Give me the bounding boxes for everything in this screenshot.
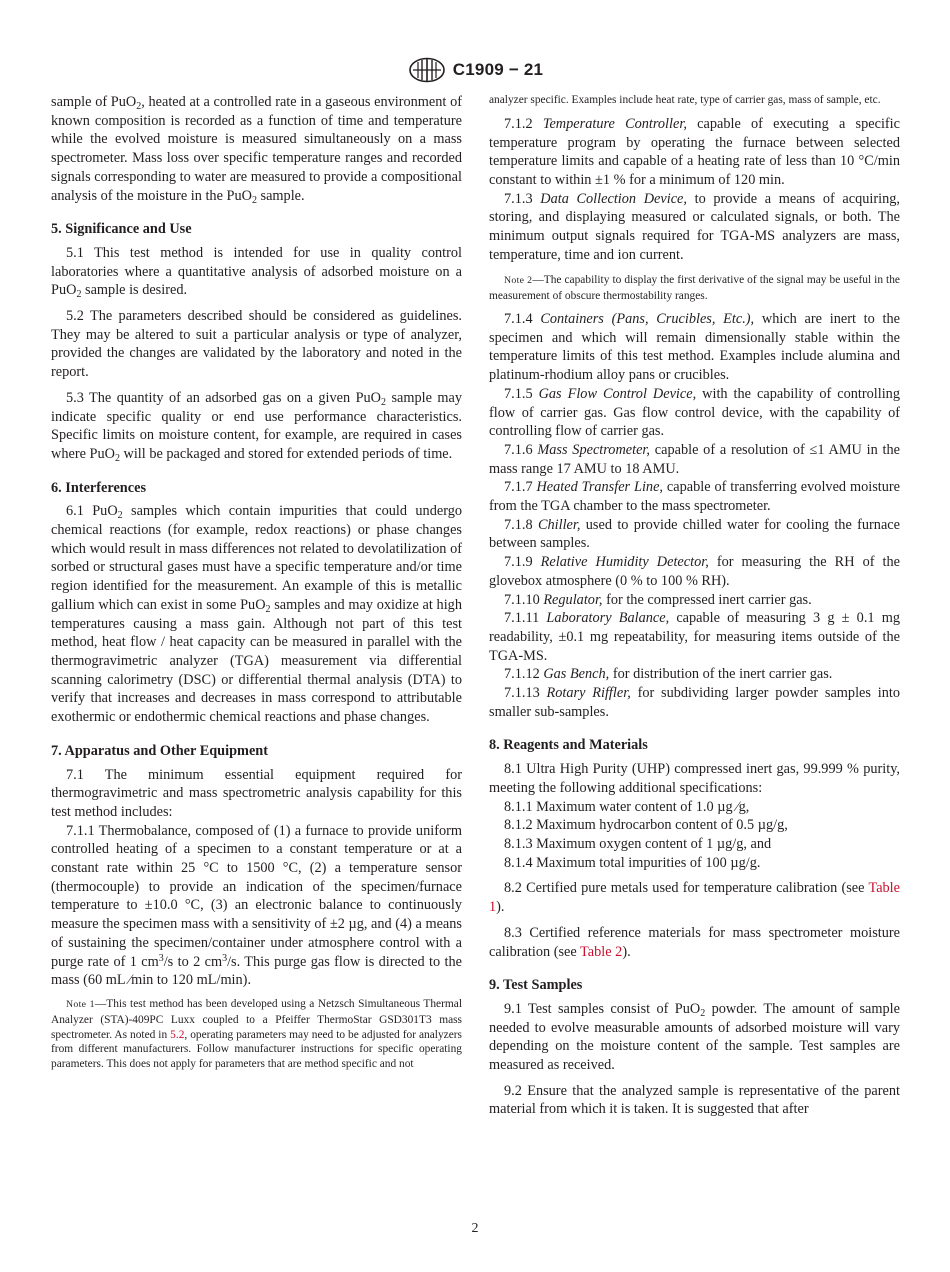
paragraph-7-1-11: 7.1.11 Laboratory Balance, capable of measuring 3 g ± 0.1 mg readability, ±0.1 mg repeatability, for measuring items outside of the TGA-MS.: [489, 610, 900, 664]
section-7-heading: 7. Apparatus and Other Equipment: [51, 742, 269, 759]
paragraph-8-2: 8.2 Certified pure metals used for temperature calibration (see Table 1).: [489, 880, 900, 916]
paragraph-8-1-2: 8.1.2 Maximum hydrocarbon content of 0.5 µg/g,: [504, 817, 788, 834]
paragraph-8-1-3: 8.1.3 Maximum oxygen content of 1 µg/g, and: [504, 836, 772, 852]
paragraph-8-1: 8.1 Ultra High Purity (UHP) compressed inert gas, 99.999 % purity, meeting the following additional specifications:: [489, 761, 900, 796]
paragraph-7-1-4: 7.1.4 Containers (Pans, Crucibles, Etc.), which are inert to the specimen and which will remain dimensionally stable within the temperature limits of this test method. Examples include alumina and platinum-rhodium alloy pans or crucibles.: [489, 311, 900, 384]
table-1-link[interactable]: Table 1: [489, 880, 900, 916]
page-number: 2: [471, 1221, 479, 1236]
paragraph-8-1-4: 8.1.4 Maximum total impurities of 100 µg/g.: [504, 854, 761, 871]
paragraph-7-1-13: 7.1.13 Rotary Riffler, for subdividing larger powder samples into smaller sub-samples.: [489, 685, 900, 720]
section-5-heading: 5. Significance and Use: [51, 221, 192, 238]
left-column: [51, 93, 462, 1072]
paragraph-6-1: 6.1 PuO$_2$ samples which contain impurities that could undergo chemical reactions (for example, redox reactions) or phase changes which would result in mass differences not related to devolatilization of sorbed or structural gases must have a specific temperature and/or time region identified for the measurement. An example of this is metallic gallium which can exist in some PuO$_2$ samples and may oxidize at high temperatures causing a mass gain. Although not part of this test method, heat flow / heat capacity can be measured in parallel with the thermogravimetric analyzer (TGA) measurement via differential scanning calorimetry (DSC) or differential thermal analysis (DTA) to verify that increases and decreases in mass correspond to attributable exothermic or endothermic chemical reactions and phase changes.: [51, 503, 462, 726]
paragraph-9-2: 9.2 Ensure that the analyzed sample is representative of the parent material from which it is taken. It is suggested that after: [489, 1082, 900, 1118]
note-2: Note 2—The capability to display the first derivative of the signal may be useful in the measurement of obscure thermostability ranges.: [489, 274, 900, 303]
paragraph-7-1-8: 7.1.8 Chiller, used to provide chilled water for cooling the furnace between samples.: [489, 516, 900, 552]
paragraph-7-1-6: 7.1.6 Mass Spectrometer, capable of a resolution of ≤1 AMU in the mass range 17 AMU to 18 AMU.: [489, 441, 900, 477]
right-column: [489, 93, 900, 1119]
paragraph-5-1: 5.1 This test method is intended for use in quality control laboratories where a quantitative analysis of adsorbed moisture on a PuO$_2$ sample is desired.: [51, 244, 462, 301]
paragraph-5-2: 5.2 The parameters described should be considered as guidelines. They may be altered to suit a particular analysis or type of analyzer, provided the changes are validated by the laboratory and noted in the report.: [51, 308, 462, 381]
section-8-heading: 8. Reagents and Materials: [489, 737, 648, 754]
paragraph-8-1-1: 8.1.1 Maximum water content of 1.0 µg ⁄g,: [504, 798, 750, 815]
paragraph-7-1: 7.1 The minimum essential equipment required for thermogravimetric and mass spectrometric analysis capability for this test method includes:: [51, 766, 462, 820]
paragraph-7-1-10: 7.1.10 Regulator, for the compressed inert carrier gas.: [504, 591, 812, 608]
section-6-heading: 6. Interferences: [51, 479, 147, 496]
note-1-continued: analyzer specific. Examples include heat rate, type of carrier gas, mass of sample, etc.: [489, 94, 881, 106]
page-header: [0, 56, 950, 84]
paragraph-7-1-9: 7.1.9 Relative Humidity Detector, for measuring the RH of the glovebox atmosphere (0 % to 100 % RH).: [489, 554, 901, 589]
paragraph-7-1-12: 7.1.12 Gas Bench, for distribution of the inert carrier gas.: [504, 666, 833, 683]
section-9-heading: 9. Test Samples: [489, 977, 583, 994]
paragraph-9-1: 9.1 Test samples consist of PuO$_2$ powder. The amount of sample needed to evolve measurable amounts of adsorbed moisture will vary depending on the moisture content of the sample. Test samples are measured as received.: [489, 1000, 900, 1074]
astm-logo-icon: [407, 57, 447, 83]
document-designation: C1909 − 21: [452, 60, 544, 79]
paragraph-7-1-2: 7.1.2 Temperature Controller, capable of executing a specific temperature program by operating the furnace between selected temperature limits and capable of a heating rate of less than 10 °C/min constant to within ±1 % for a minimum of 120 min.: [489, 115, 900, 188]
paragraph-5-3: 5.3 The quantity of an adsorbed gas on a given PuO$_2$ sample may indicate specific quality or end use performance characteristics. Specific limits on moisture content, for example, are required in cases where PuO$_2$ will be packaged and stored for extended periods of time.: [51, 389, 462, 464]
paragraph-7-1-5: 7.1.5 Gas Flow Control Device, with the capability of controlling flow of carrier gas. Gas flow control device, with the capability of controlling flow of carrier gas.: [489, 385, 900, 440]
paragraph-7-1-1: 7.1.1 Thermobalance, composed of (1) a furnace to provide uniform controlled heating of a specimen to a constant temperature or at a constant rate within 25 °C to 1500 °C, (2) a temperature sensor (thermocouple) to provide an indication of the specimen/furnace temperature to ±10.0 °C, (3) an electronic balance to continuously measure the specimen mass with a sensitivity of ±2 µg, and (4) a means of sustaining the specimen/container under atmosphere control with a purge rate of 1 $cm^3/s$ to 2 $cm^3/s$. This purge gas flow is directed to the mass (60 mL ⁄min to 120 mL/min).: [51, 822, 462, 989]
paragraph-7-1-3: 7.1.3 Data Collection Device, to provide a means of acquiring, storing, and displaying measured or calculated signals, or both. The minimum output signals required for TGA-MS analyzers are mass, temperature, time and ion current.: [489, 190, 900, 263]
paragraph-8-3: 8.3 Certified reference materials for mass spectrometer moisture calibration (see Table 2).: [489, 924, 900, 960]
paragraph-7-1-7: 7.1.7 Heated Transfer Line, capable of transferring evolved moisture from the TGA chamber to the mass spectrometer.: [489, 479, 900, 515]
intro-paragraph: sample of PuO$_2$, heated at a controlled rate in a gaseous environment of known composition is recorded as a function of time and temperature while the evolved moisture is measured simultaneously on a mass spectrometer. Mass loss over specific temperature ranges and recorded signals corresponding to water are measured to provide a compositional analysis of the moisture in the PuO$_2$ sample.: [51, 94, 462, 206]
section-5-2-link[interactable]: 5.2: [170, 1028, 185, 1041]
note-1: Note 1—This test method has been developed using a Netzsch Simultaneous Thermal Analyzer (STA)-409PC Luxx coupled to a Pfeiffer ThermoStar GSD301T3 mass spectrometer. As noted in 5.2, operating parameters may need to be adjusted for analyzers from different manufacturers. Follow manufacturer instructions for specific operating parameters. This does not apply for parameters that are method specific and not: [51, 997, 462, 1071]
table-2-link[interactable]: Table 2: [580, 943, 623, 960]
